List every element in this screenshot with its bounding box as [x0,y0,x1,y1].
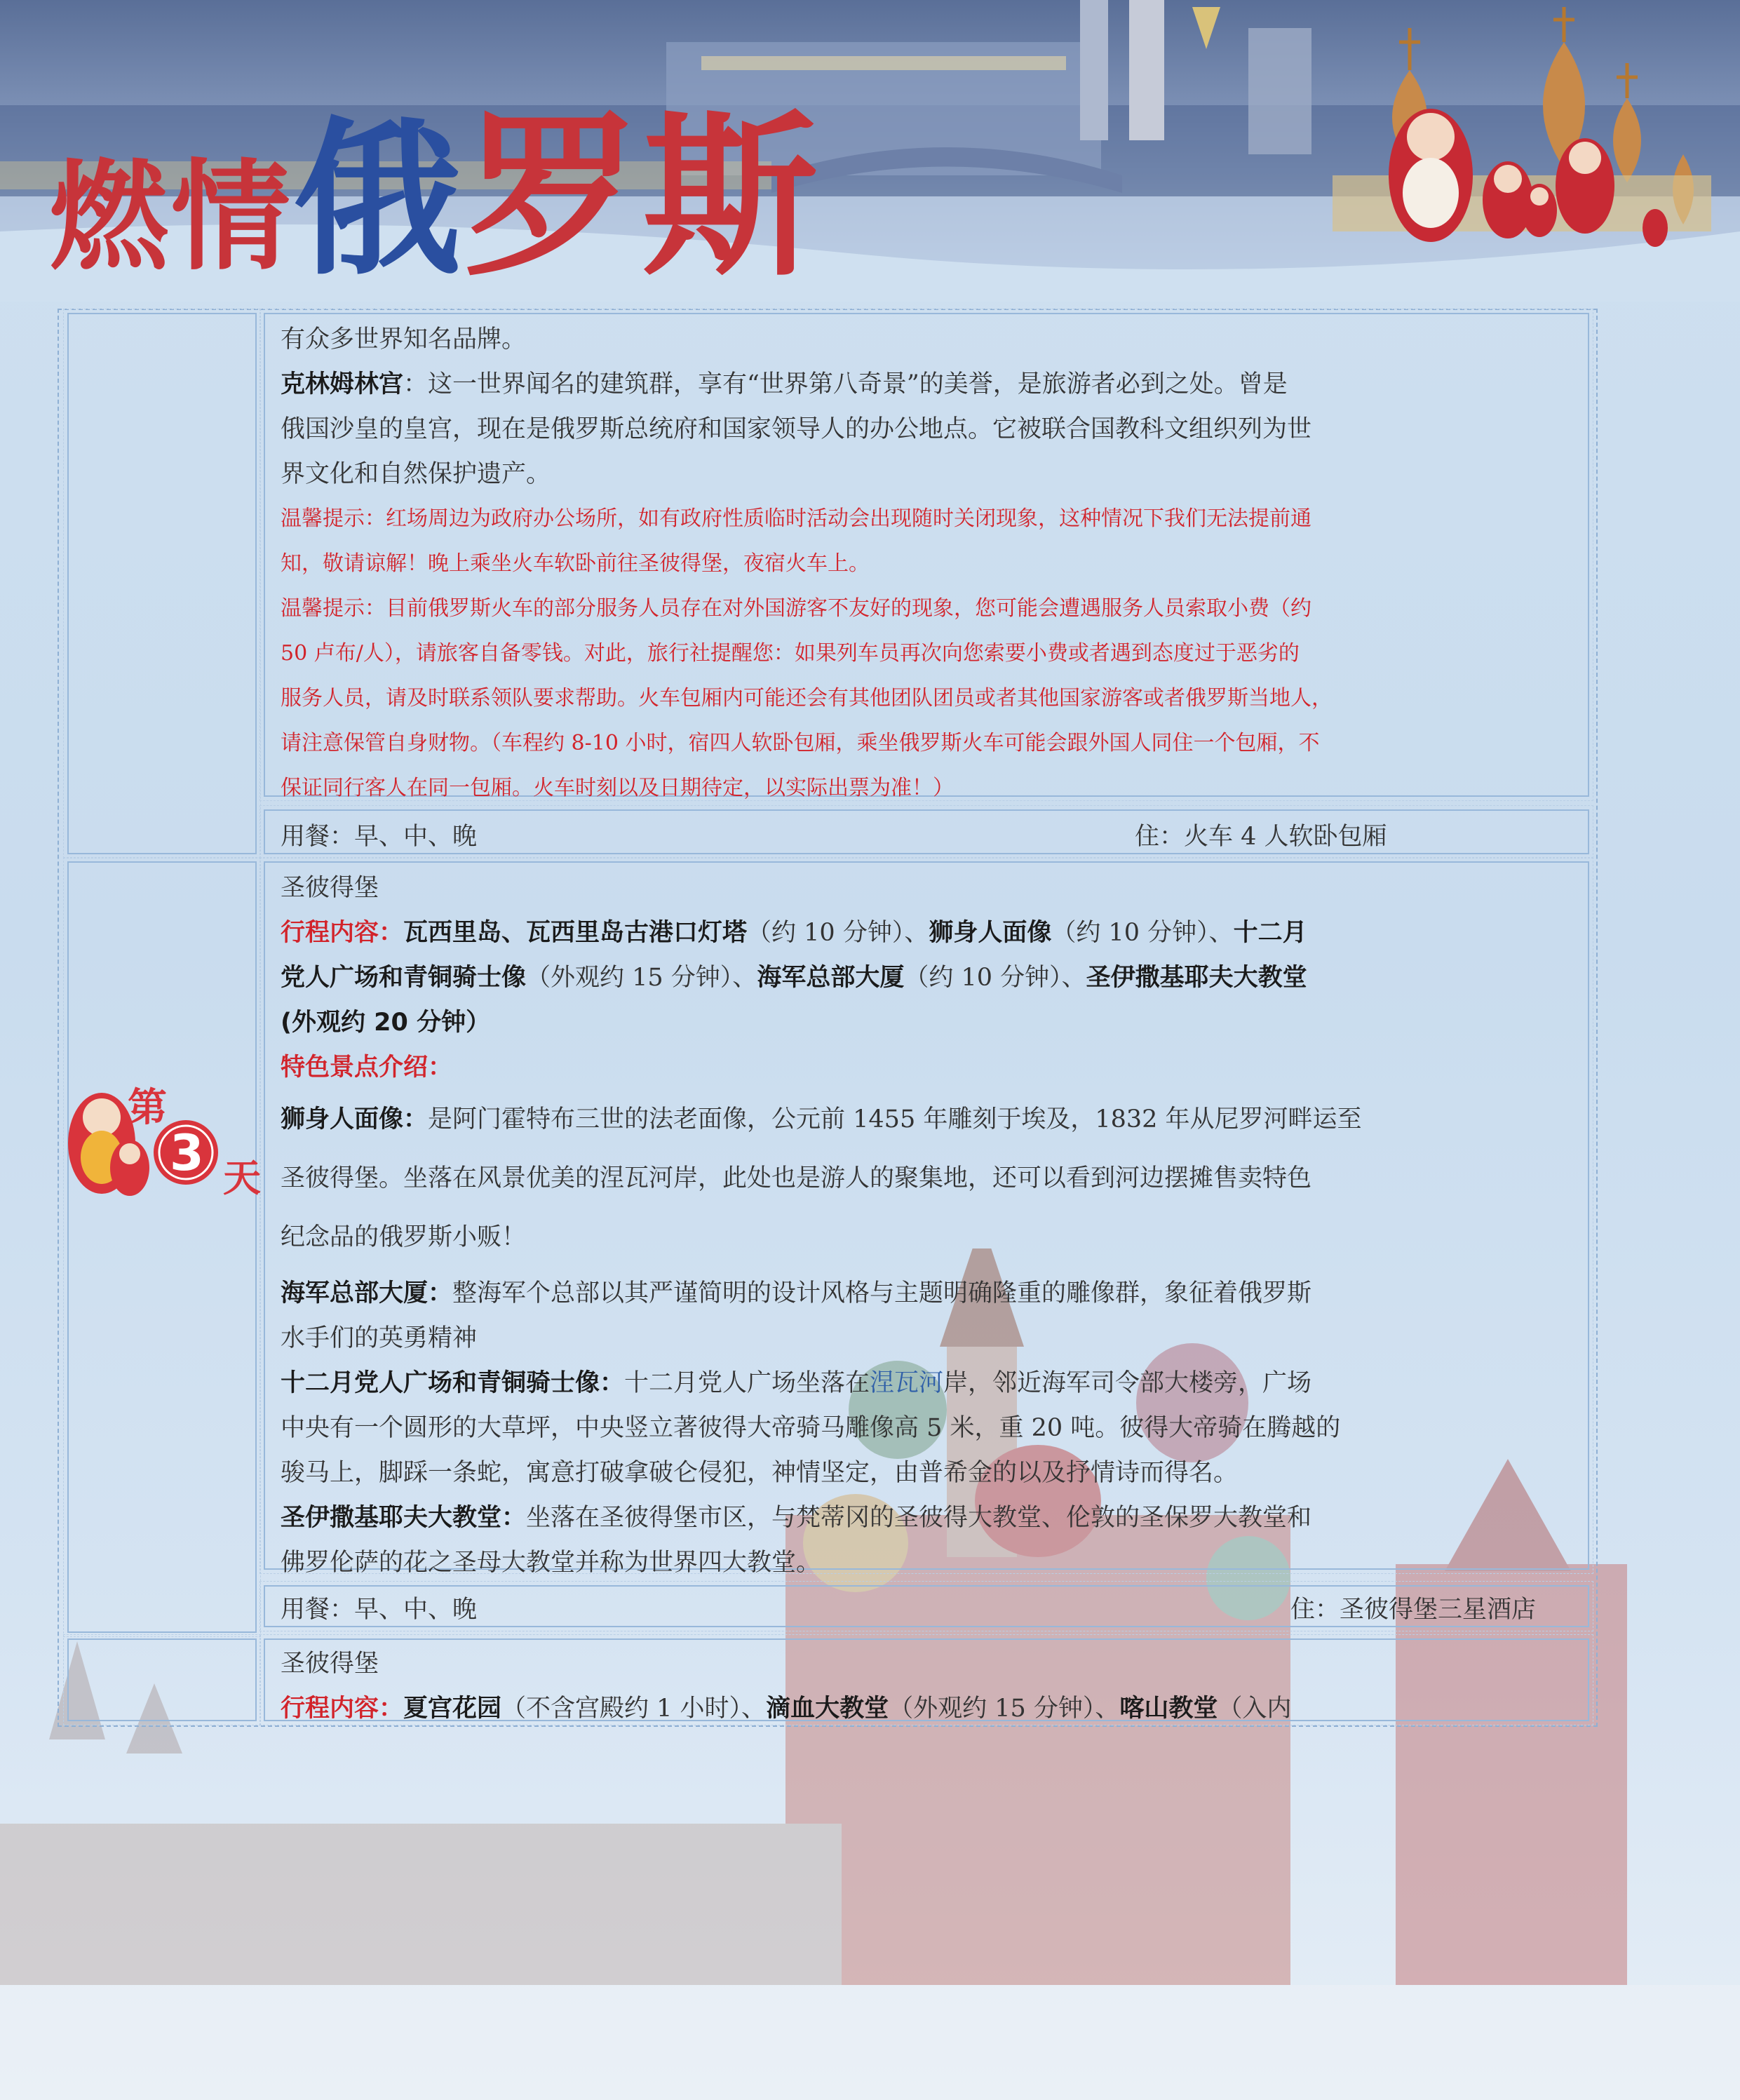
neva-river-link[interactable]: 涅瓦河 [870,1369,944,1397]
tip2-line4: 请注意保管自身财物。（车程约 8-10 小时，宿四人软卧包厢，乘坐俄罗斯火车可能会跟外国人同住一个包厢，不 [281,731,1320,755]
tip2-line3: 服务人员，请及时联系领队要求帮助。火车包厢内可能还会有其他团队团员或者其他国家游客或者俄罗斯当地人， [281,686,1333,711]
day4-itin-label: 行程内容： [281,1695,404,1723]
itin-note-6: （外观约 15 分钟）、 [889,1695,1120,1723]
day4-label-cell [67,1638,257,1721]
header-banner [0,0,1740,302]
day3-itinerary-line1 [281,910,1571,955]
decembrist-paragraph [281,1361,1571,1406]
itin-note-1: （约 10 分钟）、 [747,919,929,947]
admiralty-label: 海军总部大厦： [281,1279,453,1307]
itin-kazan-cathedral: 喀山教堂 [1119,1695,1218,1723]
decembrist-text-1c: 岸，邻近海军司令部大楼旁，广场 [943,1369,1312,1397]
badge-suffix: 天 [223,1156,261,1200]
sphinx-text-3: 纪念品的俄罗斯小贩！ [281,1223,527,1251]
itin-isaac: 圣伊撒基耶夫大教堂 [1086,964,1307,992]
decembrist-text-3: 骏马上，脚踩一条蛇，寓意打破拿破仑侵犯，神情坚定，由普希金的以及抒情诗而得名。 [281,1459,1239,1487]
tip2-line2: 50 卢布/人），请旅客自备零钱。对此，旅行社提醒您：如果列车员再次向您索要小费或者遇到态度过于恶劣的 [281,641,1300,666]
day3-label-cell [67,861,257,1633]
admiralty-text-2: 水手们的英勇精神 [281,1324,478,1352]
day2-label-cell [67,313,257,854]
day3-meals: 用餐：早、中、晚 [281,1596,478,1624]
day4-content [281,1641,1571,1731]
itinerary-table [58,309,1598,1727]
day3-content [281,866,1571,1585]
decembrist-label: 十二月党人广场和青铜骑士像： [281,1369,625,1397]
kremlin-paragraph [281,362,1571,407]
badge-prefix: 第 [128,1085,167,1131]
title-part-1: 燃情 [49,148,294,287]
sphinx-text-2: 圣彼得堡。坐落在风景优美的涅瓦河岸，此处也是游人的聚集地，还可以看到河边摆摊售卖特色 [281,1164,1312,1192]
page-title [49,56,821,309]
itin-note-4: （约 10 分钟）、 [904,964,1086,992]
itin-vasilyevsky: 瓦西里岛、瓦西里岛古港口灯塔 [403,919,748,947]
itin-decembrist-start: 十二月 [1233,919,1307,947]
tip2-line5: 保证同行客人在同一包厢。火车时刻以及日期待定，以实际出票为准！） [281,776,954,800]
badge-number: 3 [170,1124,204,1182]
kremlin-text-2: 俄国沙皇的皇宫，现在是俄罗斯总统府和国家领导人的办公地点。它被联合国教科文组织列为世 [281,415,1312,443]
day4-itinerary-line [281,1686,1571,1731]
day3-stay: 住：圣彼得堡三星酒店 [1290,1596,1537,1624]
itin-note-7: （入内 [1218,1695,1292,1723]
day3-itinerary-line3: (外观约 20 分钟） [281,1009,491,1037]
day2-content [281,317,1571,811]
title-part-2: 俄 [293,102,465,298]
sphinx-label: 狮身人面像： [281,1105,429,1133]
kremlin-label: 克林姆林宫 [281,370,404,398]
day4-city: 圣彼得堡 [281,1650,379,1678]
isaac-text-2: 佛罗伦萨的花之圣母大教堂并称为世界四大教堂。 [281,1549,821,1577]
day3-city: 圣彼得堡 [281,874,379,902]
day2-meals: 用餐：早、中、晚 [281,823,478,851]
day3-itinerary-line2 [281,955,1571,1000]
kremlin-text-3: 界文化和自然保护遗产。 [281,460,551,488]
title-part-3: 罗斯 [464,95,821,299]
sphinx-paragraph [281,1090,1571,1149]
admiralty-paragraph [281,1271,1571,1316]
day-3-badge [63,1077,274,1206]
itin-decembrist-end: 党人广场和青铜骑士像 [281,964,527,992]
sphinx-text-1: 是阿门霍特布三世的法老面像，公元前 1455 年雕刻于埃及，1832 年从尼罗河畔运至 [428,1105,1362,1133]
decembrist-text-2: 中央有一个圆形的大草坪，中央竖立著彼得大帝骑马雕像高 5 米，重 20 吨。彼得大帝骑在腾越的 [281,1414,1341,1442]
brands-line: 有众多世界知名品牌。 [281,325,527,354]
kremlin-text-1: ：这一世界闻名的建筑群，享有“世界第八奇景”的美誉，是旅游者必到之处。曾是 [403,370,1288,398]
itin-note-2: （约 10 分钟）、 [1051,919,1234,947]
decembrist-text-1a: 十二月党人广场坐落在 [624,1369,870,1397]
itin-sphinx: 狮身人面像 [929,919,1052,947]
isaac-text-1: 坐落在圣彼得堡市区，与梵蒂冈的圣彼得大教堂、伦敦的圣保罗大教堂和 [526,1504,1312,1532]
day3-feature-label: 特色景点介绍： [281,1054,453,1082]
isaac-paragraph [281,1495,1571,1540]
day2-stay: 住：火车 4 人软卧包厢 [1135,823,1387,851]
itin-note-3: （外观约 15 分钟）、 [526,964,757,992]
isaac-label: 圣伊撒基耶夫大教堂： [281,1504,527,1532]
itin-spilled-blood: 滴血大教堂 [766,1695,889,1723]
matryoshka-domes-decoration [1333,0,1725,253]
day3-itin-label: 行程内容： [281,919,404,947]
tip1-line2: 知，敬请谅解！晚上乘坐火车软卧前往圣彼得堡，夜宿火车上。 [281,551,870,576]
itin-summer-garden: 夏宫花园 [403,1695,502,1723]
itin-note-5: （不含宫殿约 1 小时）、 [501,1695,767,1723]
tip2-line1: 温馨提示：目前俄罗斯火车的部分服务人员存在对外国游客不友好的现象，您可能会遭遇服务人员索取小费（约 [281,596,1311,621]
tip1-line1: 温馨提示：红场周边为政府办公场所，如有政府性质临时活动会出现随时关闭现象，这种情况下我们无法提前通 [281,506,1311,531]
itin-admiralty: 海军总部大厦 [757,964,905,992]
admiralty-text-1: 整海军个总部以其严谨简明的设计风格与主题明确隆重的雕像群，象征着俄罗斯 [452,1279,1312,1307]
